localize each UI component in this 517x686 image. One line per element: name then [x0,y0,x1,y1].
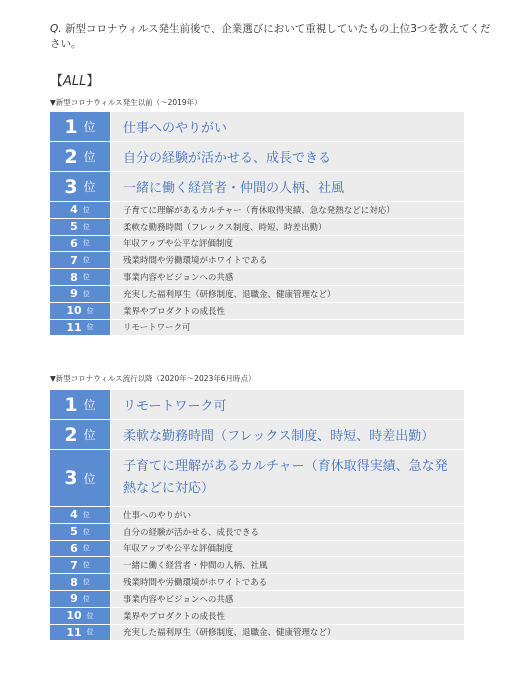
rank-number: 8 [70,575,78,589]
question-body: 新型コロナウィルス発生前後で、企業選びにおいて重視していたもの上位3つを教えてください。 [50,23,491,50]
rank-cell [50,450,110,506]
section-title [50,70,99,89]
rank-suffix: 位 [82,205,90,214]
ranking-item-text: 自分の経験が活かせる、成長できる [111,142,464,171]
ranking-row [50,236,464,252]
rank-number: 7 [70,253,78,267]
rank-cell [50,142,110,171]
ranking-row [50,625,464,641]
ranking-item-text: 柔軟な勤務時間（フレックス制度、時短、時差出勤） [111,420,464,449]
ranking-item-text: 残業時間や労働環境がホワイトである [111,574,464,590]
rank-suffix: 位 [82,578,90,587]
rank-number: 9 [70,592,78,606]
before-title: ▼新型コロナウィルス発生以前（〜2019年） [50,98,202,107]
rank-cell [50,557,110,573]
rank-suffix: 位 [82,289,90,298]
rank-cell [50,420,110,449]
rank-cell [50,252,110,268]
ranking-row [50,574,464,590]
after-title: ▼新型コロナウィルス流行以降（2020年〜2023年6月時点） [50,374,256,383]
rank-suffix: 位 [82,594,90,603]
rank-suffix: 位 [86,323,94,332]
ranking-item-text: 年収アップや公平な評価制度 [111,236,464,252]
rank-cell [50,574,110,590]
ranking-row [50,591,464,607]
rank-cell [50,112,110,141]
rank-cell [50,625,110,641]
ranking-item-text: 仕事へのやりがい [111,507,464,523]
ranking-table-before [50,112,464,336]
rank-number: 2 [64,423,78,446]
rank-suffix: 位 [82,561,90,570]
question-text [50,22,500,52]
section-label: ALL [63,74,87,89]
ranking-item-text: 自分の経験が活かせる、成長できる [111,524,464,540]
ranking-row [50,112,464,141]
rank-cell [50,591,110,607]
ranking-row [50,450,464,506]
rank-cell [50,236,110,252]
question-prefix: Q. [50,23,62,35]
ranking-row [50,172,464,201]
rank-suffix: 位 [82,510,90,519]
rank-number: 10 [66,609,82,623]
rank-number: 1 [64,115,78,138]
rank-suffix: 位 [83,471,96,486]
rank-number: 8 [70,270,78,284]
ranking-item-text: リモートワーク可 [111,320,464,336]
ranking-row [50,524,464,540]
rank-number: 1 [64,393,78,416]
ranking-row [50,541,464,557]
ranking-item-text: 業界やプロダクトの成長性 [111,608,464,624]
rank-suffix: 位 [83,428,96,442]
ranking-row [50,507,464,523]
rank-suffix: 位 [83,180,96,194]
rank-number: 11 [66,625,82,639]
rank-suffix: 位 [82,239,90,248]
rank-number: 4 [70,508,78,522]
rank-suffix: 位 [82,527,90,536]
rank-number: 3 [64,175,78,198]
ranking-item-text: 一緒に働く経営者・仲間の人柄、社風 [111,172,464,201]
ranking-item-text: 充実した福利厚生（研修制度、退職金、健康管理など） [111,625,464,641]
ranking-row [50,269,464,285]
ranking-item-text: 年収アップや公平な評価制度 [111,541,464,557]
rank-cell [50,172,110,201]
ranking-row [50,390,464,419]
rank-number: 7 [70,558,78,572]
ranking-item-text: 事業内容やビジョンへの共感 [111,269,464,285]
ranking-item-text: 業界やプロダクトの成長性 [111,303,464,319]
ranking-row [50,608,464,624]
rank-number: 4 [70,203,78,217]
rank-suffix: 位 [83,120,96,134]
rank-number: 5 [70,525,78,539]
ranking-row [50,557,464,573]
rank-cell [50,202,110,218]
rank-suffix: 位 [86,611,94,620]
rank-cell [50,269,110,285]
rank-cell [50,507,110,523]
rank-number: 6 [70,541,78,555]
rank-cell [50,390,110,419]
ranking-table-after [50,390,464,641]
rank-number: 3 [64,467,78,489]
rank-suffix: 位 [82,222,90,231]
ranking-row [50,303,464,319]
ranking-item-text: 仕事へのやりがい [111,112,464,141]
rank-number: 2 [64,145,78,168]
bracket-open: 【 [50,74,64,89]
rank-cell [50,608,110,624]
rank-suffix: 位 [86,306,94,315]
ranking-row [50,320,464,336]
ranking-row [50,202,464,218]
rank-number: 6 [70,236,78,250]
rank-cell [50,541,110,557]
ranking-item-text: 柔軟な勤務時間（フレックス制度、時短、時差出勤） [111,219,464,235]
rank-suffix: 位 [86,628,94,637]
ranking-item-text: 残業時間や労働環境がホワイトである [111,252,464,268]
ranking-item-text: 子育てに理解があるカルチャー（育休取得実績、急な発熱などに対応） [111,450,464,506]
ranking-item-text: リモートワーク可 [111,390,464,419]
rank-number: 10 [66,304,82,318]
rank-cell [50,524,110,540]
bracket-close: 】 [86,74,100,89]
rank-cell [50,219,110,235]
ranking-row [50,286,464,302]
ranking-item-text: 子育てに理解があるカルチャー（育休取得実績、急な発熱などに対応） [111,202,464,218]
rank-cell [50,286,110,302]
ranking-row [50,252,464,268]
rank-cell [50,320,110,336]
rank-suffix: 位 [82,544,90,553]
rank-suffix: 位 [83,150,96,164]
rank-suffix: 位 [82,273,90,282]
ranking-row [50,142,464,171]
ranking-item-text: 一緒に働く経営者・仲間の人柄、社風 [111,557,464,573]
ranking-row [50,219,464,235]
ranking-item-text: 事業内容やビジョンへの共感 [111,591,464,607]
rank-cell [50,303,110,319]
rank-number: 11 [66,320,82,334]
rank-number: 9 [70,287,78,301]
rank-suffix: 位 [82,256,90,265]
ranking-item-text: 充実した福利厚生（研修制度、退職金、健康管理など） [111,286,464,302]
ranking-row [50,420,464,449]
rank-suffix: 位 [83,398,96,412]
rank-number: 5 [70,220,78,234]
